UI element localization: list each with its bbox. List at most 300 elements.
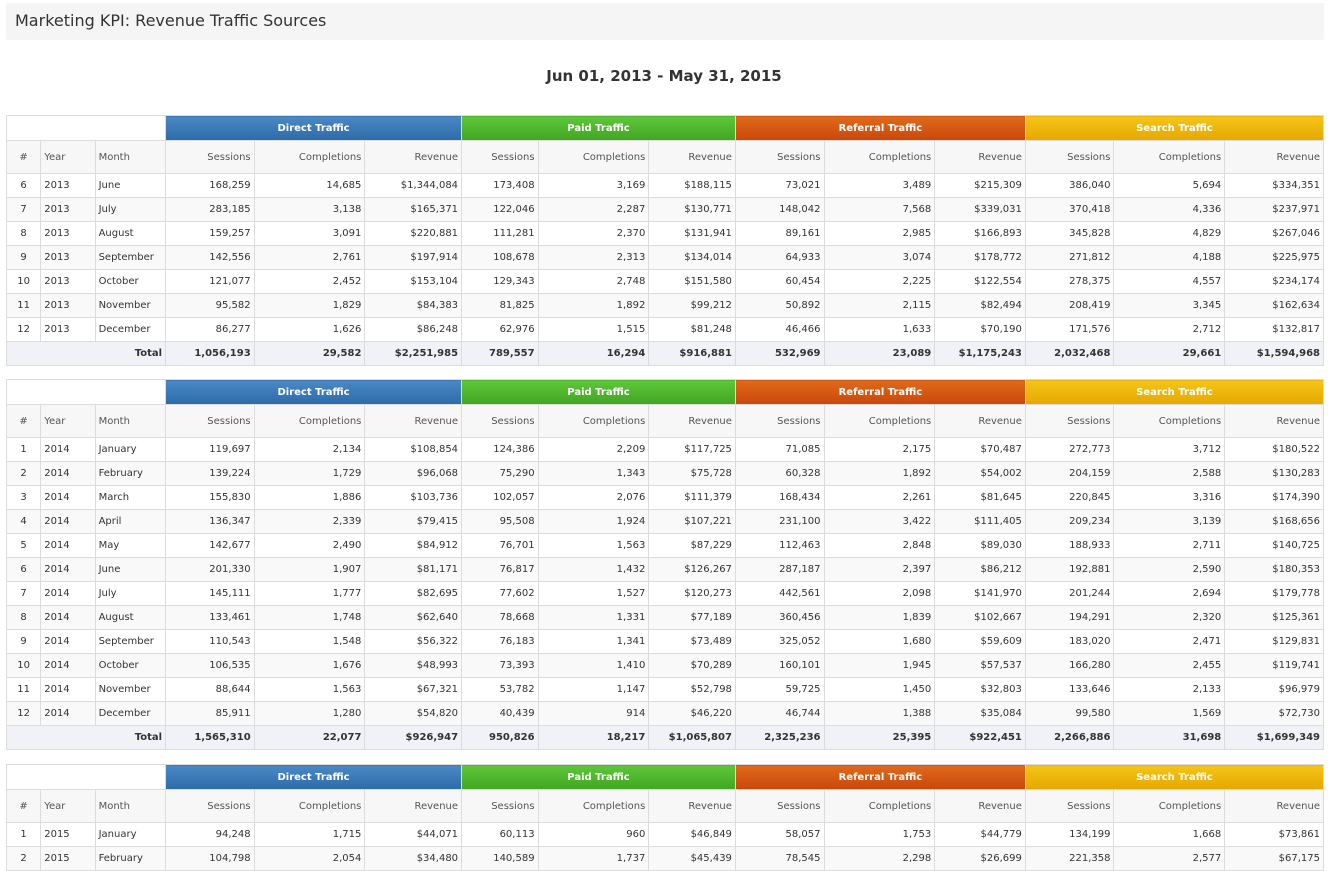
table-row: [7, 510, 1324, 534]
total-cell: 950,826: [462, 726, 539, 750]
table-cell: $102,667: [935, 606, 1026, 630]
total-label: Total: [7, 726, 166, 750]
table-cell: $119,741: [1225, 654, 1324, 678]
column-header-referral-sessions[interactable]: Sessions: [735, 405, 824, 438]
table-cell: 220,845: [1025, 486, 1114, 510]
table-cell: 201,330: [166, 558, 255, 582]
table-cell: September: [95, 630, 165, 654]
table-cell: 345,828: [1025, 222, 1114, 246]
column-header-search-revenue[interactable]: Revenue: [1225, 790, 1324, 823]
table-cell: 60,113: [462, 823, 539, 847]
table-cell: 2,076: [538, 486, 649, 510]
table-cell: 194,291: [1025, 606, 1114, 630]
table-cell: 71,085: [735, 438, 824, 462]
table-row: [7, 462, 1324, 486]
column-header-paid-sessions[interactable]: Sessions: [462, 141, 539, 174]
column-header-direct-revenue[interactable]: Revenue: [365, 141, 462, 174]
table-cell: 2,054: [254, 847, 365, 871]
page-title: Marketing KPI: Revenue Traffic Sources: [15, 11, 327, 30]
table-cell: 960: [538, 823, 649, 847]
table-cell: 2,261: [824, 486, 935, 510]
column-header-paid-revenue[interactable]: Revenue: [649, 790, 736, 823]
column-header-paid-sessions[interactable]: Sessions: [462, 405, 539, 438]
table-cell: 5: [7, 534, 41, 558]
table-cell: $334,351: [1225, 174, 1324, 198]
column-header-row: [7, 790, 1324, 823]
table-cell: 58,057: [735, 823, 824, 847]
group-header-paid: Paid Traffic: [462, 380, 736, 405]
column-header-paid-revenue[interactable]: Revenue: [649, 405, 736, 438]
column-header-paid-sessions[interactable]: Sessions: [462, 790, 539, 823]
table-cell: $153,104: [365, 270, 462, 294]
table-cell: 2013: [41, 198, 95, 222]
table-cell: 76,817: [462, 558, 539, 582]
table-cell: $59,609: [935, 630, 1026, 654]
table-cell: 168,259: [166, 174, 255, 198]
column-header-referral-revenue[interactable]: Revenue: [935, 141, 1026, 174]
table-cell: 46,466: [735, 318, 824, 342]
table-cell: $86,212: [935, 558, 1026, 582]
table-cell: 3,169: [538, 174, 649, 198]
table-row: [7, 823, 1324, 847]
table-cell: 287,187: [735, 558, 824, 582]
table-cell: 11: [7, 678, 41, 702]
table-cell: 278,375: [1025, 270, 1114, 294]
table-cell: $35,084: [935, 702, 1026, 726]
table-cell: $77,189: [649, 606, 736, 630]
group-header-blank: [7, 116, 166, 141]
column-header-row: [7, 405, 1324, 438]
table-cell: 1,527: [538, 582, 649, 606]
column-header-referral-completions[interactable]: Completions: [824, 790, 935, 823]
table-cell: 121,077: [166, 270, 255, 294]
table-cell: 59,725: [735, 678, 824, 702]
column-header-search-completions[interactable]: Completions: [1114, 790, 1225, 823]
table-cell: 3,345: [1114, 294, 1225, 318]
table-cell: $81,248: [649, 318, 736, 342]
table-cell: 78,668: [462, 606, 539, 630]
table-cell: $45,439: [649, 847, 736, 871]
kpi-table-2015: [6, 764, 1324, 871]
table-cell: 188,933: [1025, 534, 1114, 558]
column-header-search-sessions[interactable]: Sessions: [1025, 141, 1114, 174]
column-header-num[interactable]: #: [7, 141, 41, 174]
column-header-paid-completions[interactable]: Completions: [538, 141, 649, 174]
table-cell: 3,489: [824, 174, 935, 198]
table-cell: 62,976: [462, 318, 539, 342]
table-cell: 73,021: [735, 174, 824, 198]
table-cell: 122,046: [462, 198, 539, 222]
table-cell: 7,568: [824, 198, 935, 222]
table-cell: 370,418: [1025, 198, 1114, 222]
table-cell: 2,209: [538, 438, 649, 462]
table-cell: 102,057: [462, 486, 539, 510]
table-row: [7, 174, 1324, 198]
table-cell: $129,831: [1225, 630, 1324, 654]
table-cell: 60,454: [735, 270, 824, 294]
table-cell: 1,410: [538, 654, 649, 678]
column-header-search-completions[interactable]: Completions: [1114, 141, 1225, 174]
table-cell: October: [95, 654, 165, 678]
table-cell: $72,730: [1225, 702, 1324, 726]
table-cell: 12: [7, 318, 41, 342]
table-cell: 2,985: [824, 222, 935, 246]
column-header-year[interactable]: Year: [41, 790, 95, 823]
table-cell: $48,993: [365, 654, 462, 678]
table-cell: $84,912: [365, 534, 462, 558]
table-cell: $120,273: [649, 582, 736, 606]
table-cell: 231,100: [735, 510, 824, 534]
table-cell: 136,347: [166, 510, 255, 534]
column-header-paid-revenue[interactable]: Revenue: [649, 141, 736, 174]
table-cell: $57,537: [935, 654, 1026, 678]
table-cell: 14,685: [254, 174, 365, 198]
table-cell: 4,188: [1114, 246, 1225, 270]
table-cell: 360,456: [735, 606, 824, 630]
table-cell: $26,699: [935, 847, 1026, 871]
total-cell: 789,557: [462, 342, 539, 366]
column-header-num[interactable]: #: [7, 405, 41, 438]
column-header-month[interactable]: Month: [95, 405, 165, 438]
table-row: [7, 318, 1324, 342]
table-cell: $84,383: [365, 294, 462, 318]
column-header-direct-completions[interactable]: Completions: [254, 141, 365, 174]
column-header-direct-sessions[interactable]: Sessions: [166, 405, 255, 438]
table-cell: 108,678: [462, 246, 539, 270]
column-header-direct-completions[interactable]: Completions: [254, 405, 365, 438]
table-cell: 2014: [41, 630, 95, 654]
column-header-referral-sessions[interactable]: Sessions: [735, 790, 824, 823]
table-cell: 1,563: [254, 678, 365, 702]
table-cell: 64,933: [735, 246, 824, 270]
table-cell: 1,280: [254, 702, 365, 726]
table-cell: 10: [7, 654, 41, 678]
table-cell: 1,829: [254, 294, 365, 318]
table-cell: $70,190: [935, 318, 1026, 342]
table-cell: $197,914: [365, 246, 462, 270]
table-cell: 2,748: [538, 270, 649, 294]
table-cell: $96,979: [1225, 678, 1324, 702]
table-cell: 12: [7, 702, 41, 726]
table-cell: 77,602: [462, 582, 539, 606]
column-header-direct-sessions[interactable]: Sessions: [166, 141, 255, 174]
column-header-search-sessions[interactable]: Sessions: [1025, 790, 1114, 823]
column-header-referral-completions[interactable]: Completions: [824, 405, 935, 438]
table-cell: $81,645: [935, 486, 1026, 510]
total-cell: $922,451: [935, 726, 1026, 750]
table-cell: 2014: [41, 438, 95, 462]
table-cell: $73,489: [649, 630, 736, 654]
table-cell: $46,849: [649, 823, 736, 847]
column-header-year[interactable]: Year: [41, 141, 95, 174]
table-cell: July: [95, 198, 165, 222]
column-header-paid-completions[interactable]: Completions: [538, 790, 649, 823]
table-cell: December: [95, 702, 165, 726]
total-cell: $1,594,968: [1225, 342, 1324, 366]
table-cell: $1,344,084: [365, 174, 462, 198]
table-cell: $73,861: [1225, 823, 1324, 847]
table-cell: 3: [7, 486, 41, 510]
column-header-year[interactable]: Year: [41, 405, 95, 438]
group-header-direct: Direct Traffic: [166, 380, 462, 405]
table-cell: 1,450: [824, 678, 935, 702]
table-row: [7, 654, 1324, 678]
table-row: [7, 294, 1324, 318]
table-cell: 2014: [41, 486, 95, 510]
total-cell: 2,266,886: [1025, 726, 1114, 750]
column-header-search-revenue[interactable]: Revenue: [1225, 141, 1324, 174]
table-cell: 159,257: [166, 222, 255, 246]
table-cell: 1: [7, 438, 41, 462]
table-row: [7, 582, 1324, 606]
table-cell: 1,729: [254, 462, 365, 486]
table-row: [7, 702, 1324, 726]
table-cell: $130,771: [649, 198, 736, 222]
table-cell: January: [95, 823, 165, 847]
table-cell: June: [95, 174, 165, 198]
table-cell: 1,432: [538, 558, 649, 582]
table-cell: $99,212: [649, 294, 736, 318]
table-cell: 7: [7, 582, 41, 606]
table-cell: $32,803: [935, 678, 1026, 702]
table-cell: 2: [7, 462, 41, 486]
table-cell: 148,042: [735, 198, 824, 222]
table-cell: 2: [7, 847, 41, 871]
group-header-row: [7, 765, 1324, 790]
table-cell: 134,199: [1025, 823, 1114, 847]
table-cell: 5,694: [1114, 174, 1225, 198]
column-header-row: [7, 141, 1324, 174]
column-header-search-sessions[interactable]: Sessions: [1025, 405, 1114, 438]
table-cell: $234,174: [1225, 270, 1324, 294]
table-cell: 133,646: [1025, 678, 1114, 702]
table-cell: 325,052: [735, 630, 824, 654]
table-cell: $44,779: [935, 823, 1026, 847]
table-cell: 2,455: [1114, 654, 1225, 678]
table-cell: $86,248: [365, 318, 462, 342]
table-cell: $117,725: [649, 438, 736, 462]
table-cell: 4,336: [1114, 198, 1225, 222]
table-cell: 1,341: [538, 630, 649, 654]
table-cell: 2013: [41, 270, 95, 294]
column-header-referral-completions[interactable]: Completions: [824, 141, 935, 174]
column-header-direct-revenue[interactable]: Revenue: [365, 790, 462, 823]
column-header-paid-completions[interactable]: Completions: [538, 405, 649, 438]
table-cell: $44,071: [365, 823, 462, 847]
group-header-direct: Direct Traffic: [166, 116, 462, 141]
column-header-referral-sessions[interactable]: Sessions: [735, 141, 824, 174]
table-cell: 2014: [41, 606, 95, 630]
table-cell: $178,772: [935, 246, 1026, 270]
table-cell: 2,848: [824, 534, 935, 558]
group-header-direct: Direct Traffic: [166, 765, 462, 790]
table-cell: $220,881: [365, 222, 462, 246]
table-cell: 94,248: [166, 823, 255, 847]
table-cell: 95,508: [462, 510, 539, 534]
table-cell: 1,388: [824, 702, 935, 726]
group-header-search: Search Traffic: [1025, 116, 1323, 141]
table-cell: 1,886: [254, 486, 365, 510]
table-cell: 142,556: [166, 246, 255, 270]
table-row: [7, 606, 1324, 630]
table-cell: 99,580: [1025, 702, 1114, 726]
table-cell: $267,046: [1225, 222, 1324, 246]
table-cell: $111,379: [649, 486, 736, 510]
table-cell: 8: [7, 606, 41, 630]
table-row: [7, 678, 1324, 702]
table-cell: January: [95, 438, 165, 462]
total-cell: 1,565,310: [166, 726, 255, 750]
table-cell: 2,397: [824, 558, 935, 582]
table-cell: 9: [7, 630, 41, 654]
table-cell: 6: [7, 558, 41, 582]
group-header-row: [7, 116, 1324, 141]
table-cell: August: [95, 606, 165, 630]
table-cell: 8: [7, 222, 41, 246]
table-cell: 86,277: [166, 318, 255, 342]
column-header-month[interactable]: Month: [95, 790, 165, 823]
table-cell: 2014: [41, 654, 95, 678]
table-cell: 85,911: [166, 702, 255, 726]
table-row: [7, 222, 1324, 246]
table-cell: 1,945: [824, 654, 935, 678]
table-cell: 40,439: [462, 702, 539, 726]
table-cell: October: [95, 270, 165, 294]
table-cell: 10: [7, 270, 41, 294]
table-cell: 73,393: [462, 654, 539, 678]
table-cell: 1,548: [254, 630, 365, 654]
table-cell: 3,091: [254, 222, 365, 246]
table-cell: 386,040: [1025, 174, 1114, 198]
table-cell: $130,283: [1225, 462, 1324, 486]
total-cell: $2,251,985: [365, 342, 462, 366]
table-cell: 183,020: [1025, 630, 1114, 654]
table-cell: 50,892: [735, 294, 824, 318]
column-header-num[interactable]: #: [7, 790, 41, 823]
table-cell: 1,343: [538, 462, 649, 486]
total-cell: 2,032,468: [1025, 342, 1114, 366]
table-cell: 89,161: [735, 222, 824, 246]
table-cell: 173,408: [462, 174, 539, 198]
total-row: [7, 726, 1324, 750]
table-cell: 106,535: [166, 654, 255, 678]
table-cell: $339,031: [935, 198, 1026, 222]
table-cell: 1,680: [824, 630, 935, 654]
table-cell: 111,281: [462, 222, 539, 246]
table-cell: $107,221: [649, 510, 736, 534]
table-cell: 2,298: [824, 847, 935, 871]
table-cell: $179,778: [1225, 582, 1324, 606]
total-cell: 16,294: [538, 342, 649, 366]
total-cell: 1,056,193: [166, 342, 255, 366]
column-header-referral-revenue[interactable]: Revenue: [935, 790, 1026, 823]
column-header-referral-revenue[interactable]: Revenue: [935, 405, 1026, 438]
table-cell: $180,353: [1225, 558, 1324, 582]
table-cell: 2,134: [254, 438, 365, 462]
total-cell: $916,881: [649, 342, 736, 366]
table-cell: 81,825: [462, 294, 539, 318]
table-cell: 145,111: [166, 582, 255, 606]
table-cell: 271,812: [1025, 246, 1114, 270]
table-cell: 2,225: [824, 270, 935, 294]
table-cell: 1,676: [254, 654, 365, 678]
table-cell: 53,782: [462, 678, 539, 702]
table-cell: 2,761: [254, 246, 365, 270]
table-row: [7, 558, 1324, 582]
table-cell: $134,014: [649, 246, 736, 270]
table-cell: 1,331: [538, 606, 649, 630]
table-cell: 1,839: [824, 606, 935, 630]
group-header-paid: Paid Traffic: [462, 765, 736, 790]
total-row: [7, 342, 1324, 366]
table-cell: 155,830: [166, 486, 255, 510]
total-cell: 23,089: [824, 342, 935, 366]
total-cell: $1,065,807: [649, 726, 736, 750]
table-cell: $188,115: [649, 174, 736, 198]
table-cell: $56,322: [365, 630, 462, 654]
table-cell: $79,415: [365, 510, 462, 534]
table-cell: 1,907: [254, 558, 365, 582]
table-cell: June: [95, 558, 165, 582]
table-cell: $111,405: [935, 510, 1026, 534]
table-cell: 76,701: [462, 534, 539, 558]
table-cell: $52,798: [649, 678, 736, 702]
table-cell: 2014: [41, 702, 95, 726]
table-cell: $87,229: [649, 534, 736, 558]
table-cell: 4,829: [1114, 222, 1225, 246]
column-header-direct-revenue[interactable]: Revenue: [365, 405, 462, 438]
table-cell: 60,328: [735, 462, 824, 486]
table-cell: 2013: [41, 174, 95, 198]
column-header-search-completions[interactable]: Completions: [1114, 405, 1225, 438]
total-cell: 22,077: [254, 726, 365, 750]
table-cell: 1,737: [538, 847, 649, 871]
table-cell: 2,452: [254, 270, 365, 294]
column-header-month[interactable]: Month: [95, 141, 165, 174]
table-cell: 2,577: [1114, 847, 1225, 871]
table-cell: December: [95, 318, 165, 342]
column-header-direct-completions[interactable]: Completions: [254, 790, 365, 823]
table-cell: 2014: [41, 462, 95, 486]
table-cell: $54,820: [365, 702, 462, 726]
table-cell: 160,101: [735, 654, 824, 678]
table-cell: $132,817: [1225, 318, 1324, 342]
table-row: [7, 198, 1324, 222]
table-cell: 1: [7, 823, 41, 847]
table-cell: 208,419: [1025, 294, 1114, 318]
table-cell: May: [95, 534, 165, 558]
table-cell: 2013: [41, 222, 95, 246]
table-cell: 1,633: [824, 318, 935, 342]
table-cell: 76,183: [462, 630, 539, 654]
table-cell: $140,725: [1225, 534, 1324, 558]
table-cell: 2013: [41, 246, 95, 270]
table-cell: September: [95, 246, 165, 270]
table-cell: $67,175: [1225, 847, 1324, 871]
table-cell: 1,753: [824, 823, 935, 847]
table-cell: 2,320: [1114, 606, 1225, 630]
table-cell: 129,343: [462, 270, 539, 294]
table-cell: $89,030: [935, 534, 1026, 558]
column-header-search-revenue[interactable]: Revenue: [1225, 405, 1324, 438]
group-header-blank: [7, 765, 166, 790]
table-cell: 133,461: [166, 606, 255, 630]
column-header-direct-sessions[interactable]: Sessions: [166, 790, 255, 823]
table-cell: 2,712: [1114, 318, 1225, 342]
table-cell: 4: [7, 510, 41, 534]
table-cell: 1,147: [538, 678, 649, 702]
table-cell: 2,694: [1114, 582, 1225, 606]
